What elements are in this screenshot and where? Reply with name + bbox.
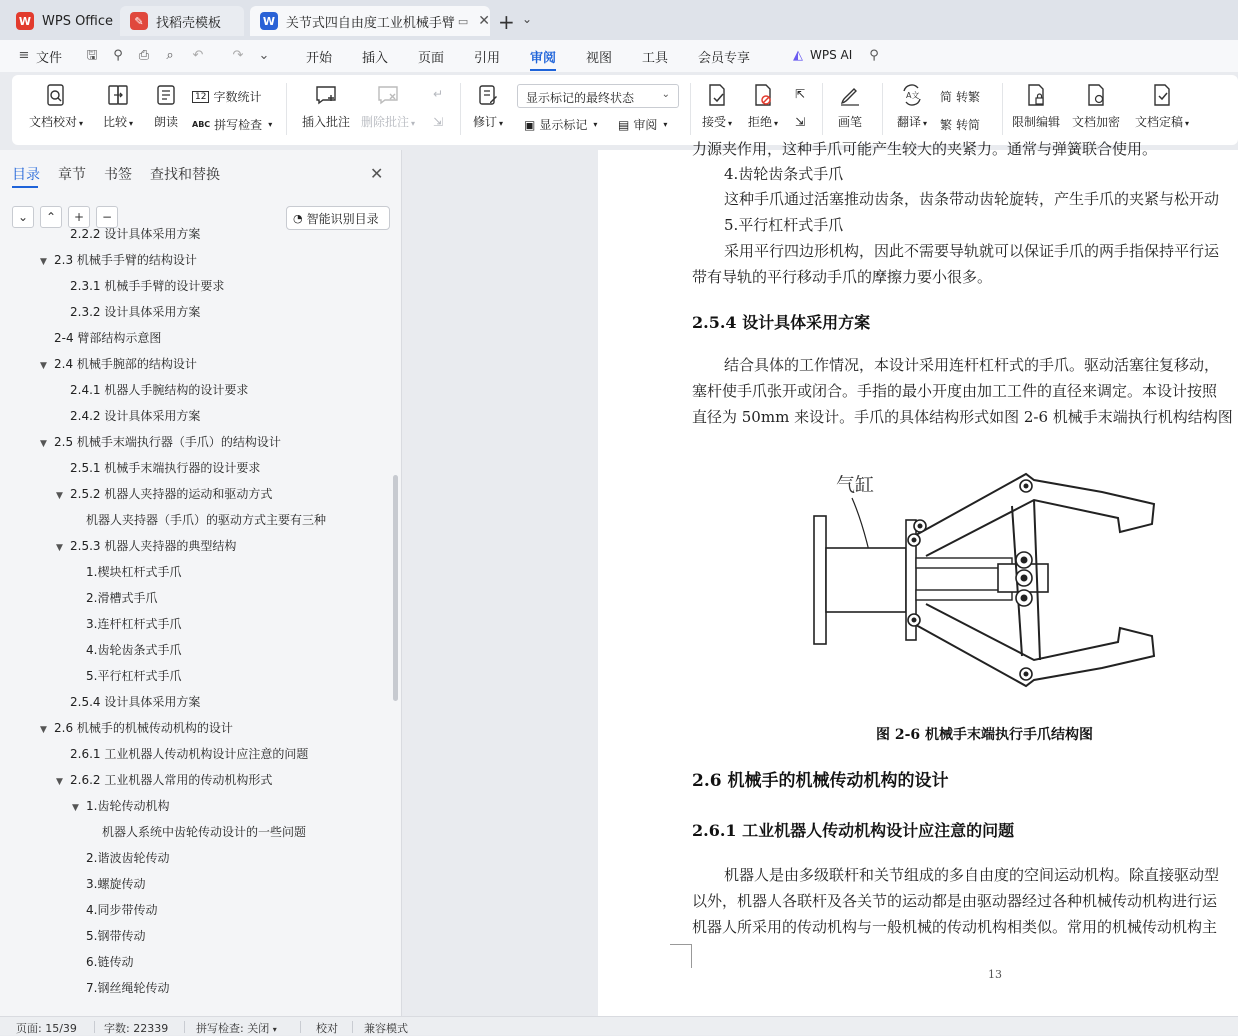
insert-comment-label: 插入批注	[301, 115, 350, 129]
close-tab-icon[interactable]: ✕	[478, 13, 490, 29]
expand-toggle-icon[interactable]: ▼	[56, 543, 63, 553]
toc-item-label: 2.5.3 机器人夹持器的典型结构	[70, 539, 237, 553]
expand-toggle-icon[interactable]: ▼	[40, 725, 47, 735]
pen-icon	[838, 83, 862, 107]
toc-item-label: 7.钢丝绳轮传动	[86, 981, 170, 995]
toc-item[interactable]	[72, 848, 169, 868]
page-corner-mark	[670, 944, 692, 968]
compare-label: 比较	[102, 115, 127, 129]
remove-heading-icon[interactable]: −	[96, 206, 118, 228]
spell-check-icon: ABC	[192, 120, 211, 129]
word-count-label: 字数统计	[213, 90, 262, 104]
status-page[interactable]: 页面: 15/39	[16, 1022, 77, 1035]
restrict-edit-icon	[1024, 83, 1048, 107]
toc-item[interactable]	[72, 588, 157, 608]
status-divider	[184, 1021, 185, 1033]
next-revision-icon[interactable]: ⇲	[794, 115, 806, 129]
close-pane-icon[interactable]: ✕	[370, 164, 384, 183]
undo-icon[interactable]: ↶	[192, 48, 204, 63]
toc-item-label: 2.6.1 工业机器人传动机构设计应注意的问题	[70, 747, 309, 761]
menu-bar	[0, 40, 1238, 72]
status-word-count[interactable]: 字数: 22339	[104, 1022, 169, 1035]
toc-item-label: 2.5.1 机械手末端执行器的设计要求	[70, 461, 261, 475]
doc-encrypt-button[interactable]	[1070, 83, 1122, 130]
spell-check-button[interactable]: ABC 拼写检查 ▾	[192, 118, 273, 132]
toc-item[interactable]	[56, 380, 248, 400]
toc-item-label: 2.4 机械手腕部的结构设计	[54, 357, 197, 371]
tab-label: WPS Office	[42, 13, 114, 29]
word-count-icon: 12	[192, 91, 209, 103]
toc-item[interactable]	[40, 354, 197, 374]
menu-insert[interactable]: 插入	[362, 51, 389, 66]
toc-item-label: 2.3 机械手手臂的结构设计	[54, 253, 197, 267]
toc-item[interactable]	[40, 432, 281, 452]
page-number: 13	[988, 968, 1002, 981]
toc-item[interactable]	[72, 978, 169, 998]
toc-item-label: 5.钢带传动	[86, 929, 146, 943]
doc-check-label: 文档校对	[28, 115, 77, 129]
simplified-icon: 繁	[940, 118, 953, 132]
tab-document[interactable]	[250, 6, 490, 36]
nav-tab-bookmark[interactable]: 书签	[104, 167, 132, 183]
show-markup-label: 显示标记	[539, 118, 588, 132]
chevron-down-icon: ▾	[272, 1025, 277, 1034]
tab-list-chevron-icon[interactable]: ⌄	[522, 12, 533, 26]
toc-item-label: 3.螺旋传动	[86, 877, 146, 891]
traditional-icon: 简	[940, 90, 953, 104]
print-icon[interactable]: ⎙	[138, 48, 150, 63]
expand-toggle-icon[interactable]: ▼	[72, 803, 79, 813]
toc-item-label: 2.2.2 设计具体采用方案	[70, 227, 201, 241]
status-divider	[94, 1021, 95, 1033]
review-pane-icon: ▤	[618, 117, 630, 132]
pen-button[interactable]	[834, 83, 866, 130]
doc-line: 这种手爪通过活塞推动齿条，齿条带动齿轮旋转，产生手爪的夹紧与松开动	[724, 190, 1220, 208]
toc-item-label: 2.5.2 机器人夹持器的运动和驱动方式	[70, 487, 273, 501]
doc-line: 机器人是由多级联杆和关节组成的多自由度的空间运动机构。除直接驱动型	[724, 866, 1220, 884]
toc-item-label: 4.齿轮齿条式手爪	[86, 643, 182, 657]
toc-item[interactable]	[40, 328, 161, 348]
accept-icon	[705, 83, 729, 107]
menu-tools[interactable]: 工具	[642, 51, 669, 66]
toc-item[interactable]	[88, 822, 306, 842]
next-comment-icon[interactable]: ⇲	[432, 115, 444, 129]
status-divider	[352, 1021, 353, 1033]
figure-caption: 图 2-6 机械手末端执行手爪结构图	[876, 727, 1094, 743]
toc-item-label: 机器人夹持器（手爪）的驱动方式主要有三种	[86, 513, 327, 527]
status-spell-check[interactable]	[196, 1020, 277, 1036]
smart-toc-label: 智能识别目录	[306, 211, 379, 226]
share-icon[interactable]: ⚲	[113, 48, 123, 63]
to-traditional-label: 转繁	[956, 90, 981, 104]
expand-toggle-icon[interactable]: ▼	[40, 361, 47, 371]
translate-button[interactable]: A文 翻译 ▾	[892, 83, 932, 130]
doc-line: 5.平行杠杆式手爪	[724, 216, 844, 234]
toc-item-label: 3.连杆杠杆式手爪	[86, 617, 182, 631]
toc-item-label: 2.滑槽式手爪	[86, 591, 158, 605]
hamburger-icon[interactable]: ≡	[18, 48, 30, 63]
menu-start[interactable]: 开始	[306, 51, 333, 66]
ribbon-divider	[1002, 83, 1003, 135]
tab-label: 找稻壳模板	[156, 15, 222, 31]
toc-item-label: 2-4 臂部结构示意图	[54, 331, 162, 345]
doc-finalize-label: 文档定稿	[1134, 115, 1183, 129]
menu-view[interactable]: 视图	[586, 51, 613, 66]
insert-comment-icon	[314, 83, 338, 107]
read-aloud-icon	[154, 83, 178, 107]
heading-2-6-1: 2.6.1 工业机器人传动机构设计应注意的问题	[692, 821, 1015, 840]
toc-item[interactable]	[56, 770, 272, 790]
revise-icon	[476, 83, 500, 107]
toc-item-label: 6.链传动	[86, 955, 134, 969]
doc-encrypt-label: 文档加密	[1071, 115, 1120, 129]
doc-check-button[interactable]: 文档校对 ▾	[28, 83, 84, 130]
status-divider	[300, 1021, 301, 1033]
doc-line: 塞杆使手爪张开或闭合。手指的最小开度由加工工件的直径来调定。本设计按照	[692, 382, 1218, 400]
nav-tab-find-replace[interactable]: 查找和替换	[150, 167, 220, 183]
doc-line: 结合具体的工作情况，本设计采用连杆杠杆式的手爪。驱动活塞往复移动，	[724, 356, 1220, 374]
delete-comment-icon	[376, 83, 400, 107]
toc-item[interactable]	[40, 250, 197, 270]
toc-list	[0, 227, 392, 1016]
to-simplified-label: 转简	[956, 118, 981, 132]
read-aloud-label: 朗读	[153, 115, 178, 129]
nav-scrollbar[interactable]	[393, 475, 398, 701]
chevron-down-icon: ⌄	[661, 89, 670, 100]
new-tab-icon[interactable]: +	[498, 10, 515, 34]
prev-comment-icon[interactable]: ↵	[432, 87, 444, 101]
revise-label: 修订	[472, 115, 497, 129]
doc-encrypt-icon	[1084, 83, 1108, 107]
heading-2-6: 2.6 机械手的机械传动机构的设计	[692, 771, 949, 791]
translate-label: 翻译	[896, 115, 921, 129]
to-traditional-button[interactable]	[940, 88, 980, 105]
toc-item-label: 2.6 机械手的机械传动机构的设计	[54, 721, 233, 735]
toc-item[interactable]	[56, 536, 236, 556]
toc-item-label: 4.同步带传动	[86, 903, 158, 917]
figure-cylinder-label: 气缸	[836, 474, 875, 496]
search-icon[interactable]: ⚲	[869, 48, 879, 63]
review-pane-button[interactable]: ▤ 审阅 ▾	[618, 117, 668, 132]
restrict-edit-label: 限制编辑	[1011, 115, 1060, 129]
restrict-edit-button[interactable]	[1010, 83, 1062, 130]
doc-line: 力源夹作用，这种手爪可能产生较大的夹紧力。通常与弹簧联合使用。	[692, 140, 1158, 158]
toc-item-label: 机器人系统中齿轮传动设计的一些问题	[102, 825, 307, 839]
reject-icon	[751, 83, 775, 107]
menu-reference[interactable]: 引用	[474, 51, 501, 66]
status-spell-label: 拼写检查: 关闭	[196, 1022, 270, 1035]
review-pane-label: 审阅	[633, 118, 658, 132]
menu-member[interactable]: 会员专享	[698, 51, 751, 66]
toc-item-label: 2.谐波齿轮传动	[86, 851, 170, 865]
pen-label: 画笔	[837, 115, 862, 129]
toc-item[interactable]	[56, 406, 200, 426]
toc-item-label: 2.4.1 机器人手腕结构的设计要求	[70, 383, 249, 397]
tab-label: 关节式四自由度工业机械手臂	[285, 15, 455, 31]
doc-line: 采用平行四边形机构，因此不需要导轨就可以保证手爪的两手指保持平行运	[724, 242, 1220, 260]
delete-comment-label: 删除批注	[360, 115, 409, 129]
toc-item[interactable]	[56, 744, 308, 764]
monitor-icon[interactable]: ▭	[457, 14, 469, 28]
doc-finalize-icon	[1150, 83, 1174, 107]
toc-item[interactable]	[56, 224, 200, 244]
toc-item[interactable]	[72, 952, 133, 972]
svg-text:A文: A文	[906, 91, 920, 100]
toc-item[interactable]	[72, 900, 157, 920]
toc-item[interactable]	[56, 276, 224, 296]
revise-button[interactable]: 修订 ▾	[470, 83, 506, 130]
status-compat-mode: 兼容模式	[364, 1022, 408, 1035]
doc-check-icon	[44, 83, 68, 107]
prev-revision-icon[interactable]: ⇱	[794, 87, 806, 101]
insert-comment-button[interactable]	[300, 83, 352, 130]
add-heading-icon[interactable]: +	[68, 206, 90, 228]
toc-item[interactable]	[72, 796, 169, 816]
toc-item-label: 2.3.2 设计具体采用方案	[70, 305, 201, 319]
menu-file[interactable]: 文件	[36, 51, 63, 66]
doc-line: 以外，机器人各联杆及各关节的运动都是由驱动器经过各种机械传动机构进行运	[692, 892, 1218, 910]
reject-button[interactable]: 拒绝 ▾	[744, 83, 782, 130]
toc-item[interactable]	[56, 458, 260, 478]
expand-toggle-icon[interactable]: ▼	[40, 439, 47, 449]
ribbon-divider	[286, 83, 287, 135]
toc-item[interactable]	[56, 692, 200, 712]
wps-logo-icon: W	[16, 12, 34, 30]
status-bar	[0, 1016, 1238, 1035]
collapse-up-icon[interactable]: ⌃	[40, 206, 62, 228]
navigation-pane	[0, 150, 402, 1016]
toc-item[interactable]	[72, 614, 181, 634]
title-tab-bar	[0, 0, 1238, 40]
redo-icon[interactable]: ↷	[232, 48, 244, 63]
review-ribbon	[12, 75, 1238, 145]
toc-item[interactable]	[72, 640, 181, 660]
toc-item[interactable]	[72, 874, 145, 894]
gripper-figure	[802, 460, 1172, 700]
expand-down-icon[interactable]: ⌄	[12, 206, 34, 228]
toc-item-label: 2.6.2 工业机器人常用的传动机构形式	[70, 773, 273, 787]
nav-tab-chapter[interactable]: 章节	[58, 167, 86, 183]
ribbon-divider	[690, 83, 691, 135]
smart-toc-icon: ◔	[293, 211, 303, 225]
toc-item-label: 5.平行杠杆式手爪	[86, 669, 182, 683]
toc-item-label: 2.5 机械手末端执行器（手爪）的结构设计	[54, 435, 281, 449]
menu-review[interactable]: 审阅	[530, 47, 556, 66]
heading-2-5-4: 2.5.4 设计具体采用方案	[692, 313, 871, 332]
ribbon-divider	[882, 83, 883, 135]
toc-item-label: 2.4.2 设计具体采用方案	[70, 409, 201, 423]
tab-wps-office[interactable]	[6, 6, 114, 36]
doc-line: 直径为 50mm 来设计。手爪的具体结构形式如图 2-6 机械手末端执行机构结构图	[692, 408, 1233, 426]
read-aloud-button[interactable]	[150, 83, 182, 130]
word-count-button[interactable]	[192, 88, 261, 105]
ribbon-divider	[460, 83, 461, 135]
wps-ai-icon: ◭	[793, 48, 803, 63]
tab-template[interactable]	[120, 6, 244, 36]
toc-item[interactable]	[72, 926, 145, 946]
expand-toggle-icon[interactable]: ▼	[56, 777, 63, 787]
menu-wps-ai[interactable]: WPS AI	[810, 48, 853, 62]
expand-toggle-icon[interactable]: ▼	[56, 491, 63, 501]
docer-logo-icon: ✎	[130, 12, 148, 30]
toc-item[interactable]	[56, 302, 200, 322]
quick-access-chevron-icon[interactable]: ⌄	[258, 48, 270, 63]
document-page[interactable]	[598, 140, 1238, 1016]
doc-line: 机器人所采用的传动机构与一般机械的传动机构相类似。常用的机械传动机构主	[692, 918, 1218, 936]
show-markup-icon: ▣	[524, 117, 536, 132]
reject-label: 拒绝	[747, 115, 772, 129]
save-icon[interactable]: 🖫	[86, 48, 98, 63]
toc-item[interactable]	[40, 718, 233, 738]
status-proof[interactable]: 校对	[316, 1022, 338, 1035]
toc-item[interactable]	[72, 562, 181, 582]
doc-line: 带有导轨的平行移动手爪的摩擦力要小很多。	[692, 268, 993, 286]
compare-button[interactable]: 比较 ▾	[98, 83, 138, 130]
toc-item[interactable]	[56, 484, 272, 504]
doc-finalize-button[interactable]: 文档定稿 ▾	[1132, 83, 1192, 130]
accept-button[interactable]: 接受 ▾	[698, 83, 736, 130]
delete-comment-button[interactable]: 删除批注 ▾	[360, 83, 416, 130]
toc-item[interactable]	[72, 666, 181, 686]
smart-toc-button[interactable]	[286, 206, 390, 230]
toc-item-label: 1.齿轮传动机构	[86, 799, 170, 813]
display-state-value: 显示标记的最终状态	[526, 91, 635, 105]
spell-check-label: 拼写检查	[214, 118, 263, 132]
toc-item-label: 1.楔块杠杆式手爪	[86, 565, 182, 579]
expand-toggle-icon[interactable]: ▼	[40, 257, 47, 267]
translate-icon	[900, 83, 924, 107]
menu-page[interactable]: 页面	[418, 51, 445, 66]
active-tab-indicator	[12, 186, 38, 188]
to-simplified-button[interactable]	[940, 116, 980, 133]
toc-item-label: 2.5.4 设计具体采用方案	[70, 695, 201, 709]
writer-logo-icon: W	[260, 12, 278, 30]
nav-tab-toc[interactable]: 目录	[12, 167, 40, 183]
display-state-select[interactable]	[517, 84, 679, 108]
print-preview-icon[interactable]: ⌕	[166, 48, 174, 63]
accept-label: 接受	[701, 115, 726, 129]
ribbon-divider	[822, 83, 823, 135]
toc-item[interactable]	[72, 510, 326, 530]
doc-line: 4.齿轮齿条式手爪	[724, 165, 844, 183]
show-markup-button[interactable]: ▣ 显示标记 ▾	[524, 117, 598, 132]
compare-icon	[106, 83, 130, 107]
toc-item-label: 2.3.1 机械手手臂的设计要求	[70, 279, 225, 293]
